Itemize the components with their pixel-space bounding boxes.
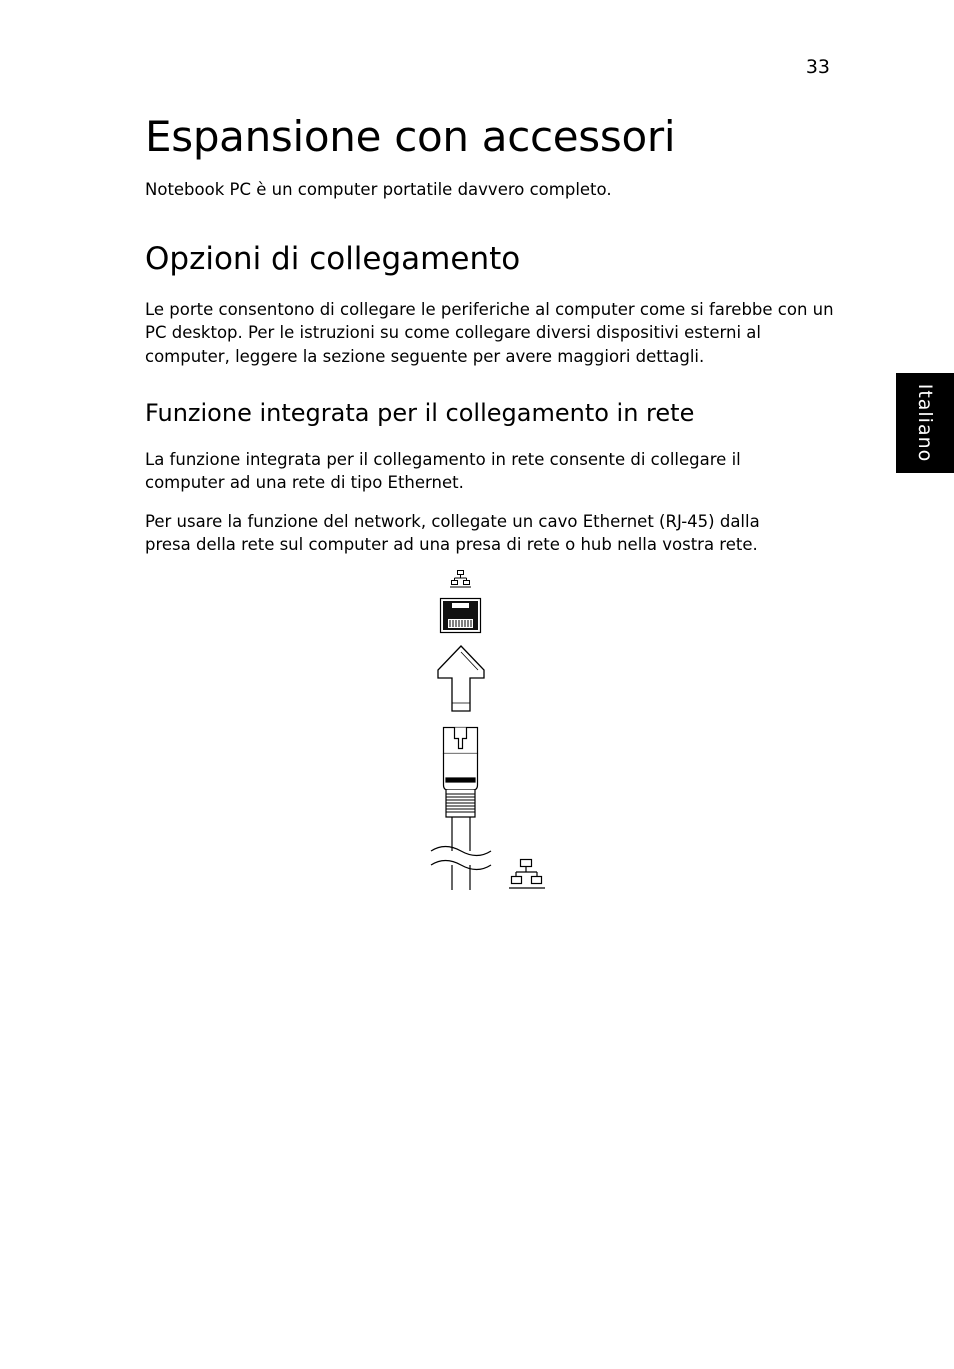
- intro-text: Notebook PC è un computer portatile davvero completo.: [145, 180, 612, 199]
- section-body: Le porte consentono di collegare le periferiche al computer come si farebbe con un PC desktop. Per le istruzioni su come collegare diversi dispositivi esterni al computer, leggere la sezione seguente per avere maggiori dettagli.: [145, 300, 834, 366]
- network-icon: [450, 571, 471, 588]
- rj45-plug-icon: [444, 728, 478, 818]
- subsection-heading: Funzione integrata per il collegamento in rete: [145, 399, 695, 427]
- section-heading: Opzioni di collegamento: [145, 241, 521, 277]
- page-number: 33: [805, 56, 830, 78]
- subsection-body-2: Per usare la funzione del network, collegate un cavo Ethernet (RJ-45) dalla presa della rete sul computer ad una presa di rete o hub nella vostra rete.: [145, 512, 760, 555]
- rj45-port-icon: [441, 599, 481, 633]
- network-icon: [509, 860, 545, 889]
- subsection-body-1: La funzione integrata per il collegamento in rete consente di collegare il computer ad una rete di tipo Ethernet.: [145, 450, 741, 493]
- ethernet-connection-figure: [420, 562, 560, 897]
- up-arrow-icon: [438, 646, 484, 711]
- cable-icon: [431, 817, 491, 890]
- page-title: Espansione con accessori: [145, 112, 676, 161]
- language-tab-label: Italiano: [914, 383, 936, 463]
